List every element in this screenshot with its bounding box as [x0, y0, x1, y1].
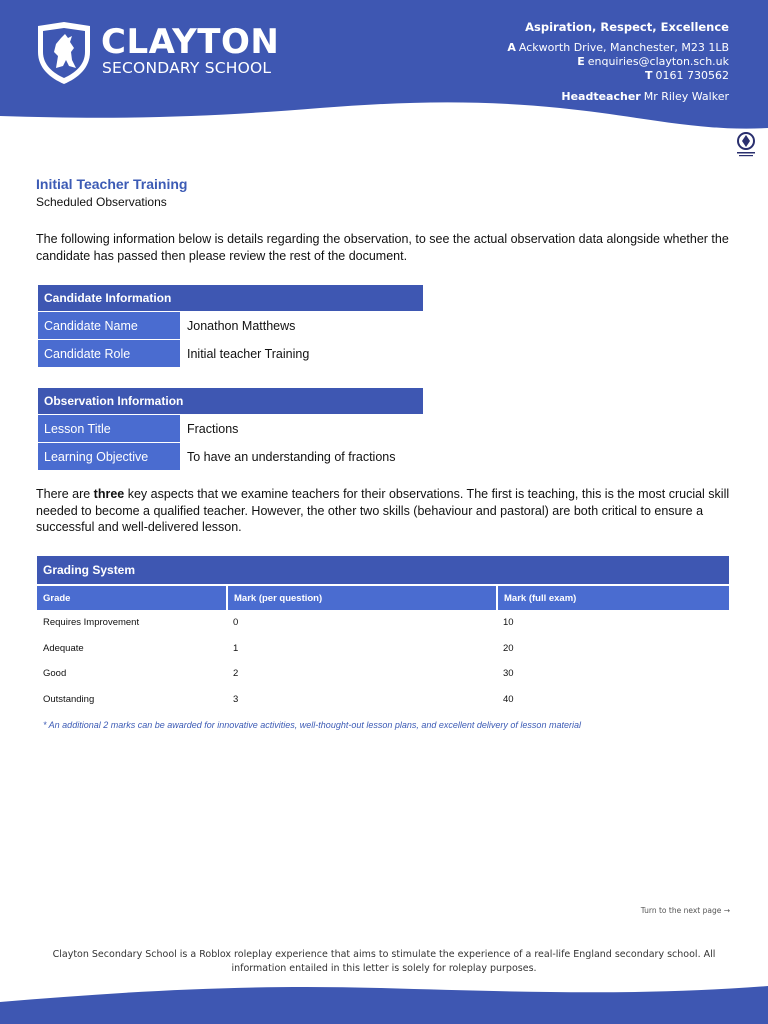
school-crest-icon [34, 22, 94, 84]
grading-footnote: * An additional 2 marks can be awarded for innovative activities, well-thought-out lesson plans, and excellent delivery of lesson material [43, 720, 581, 730]
lesson-title-value: Fractions [181, 415, 424, 443]
next-page-link[interactable]: Turn to the next page → [640, 906, 730, 915]
technology-college-badge-icon [734, 131, 758, 159]
document-title: Initial Teacher Training [36, 176, 188, 192]
school-motto: Aspiration, Respect, Excellence [525, 20, 729, 34]
grade-cell: Good [43, 668, 67, 680]
table-row [38, 340, 424, 368]
email-link[interactable]: enquiries@clayton.sch.uk [587, 55, 729, 68]
grade-cell: Outstanding [43, 693, 95, 705]
intro-paragraph: The following information below is details regarding the observation, to see the actual observation data alongside whether the candidate has passed then please review the rest of the document. [36, 232, 729, 263]
table-row [38, 443, 424, 471]
mark-per-question-cell: 1 [233, 642, 239, 654]
table-row [38, 312, 424, 340]
document-subtitle: Scheduled Observations [36, 195, 167, 209]
brand-name: CLAYTON [101, 22, 280, 62]
grading-system-table [37, 556, 729, 712]
table-row [38, 415, 424, 443]
column-header-mark-per-question: Mark (per question) [227, 585, 497, 610]
candidate-name-value: Jonathon Matthews [181, 312, 424, 340]
candidate-info-table [37, 284, 424, 368]
candidate-role-label: Candidate Role [38, 340, 181, 368]
observation-info-table [37, 387, 424, 471]
candidate-info-heading: Candidate Information [38, 285, 424, 312]
address-line: A Ackworth Drive, Manchester, M23 1LB [507, 41, 729, 54]
grade-cell: Adequate [43, 642, 84, 654]
candidate-name-label: Candidate Name [38, 312, 181, 340]
aspects-paragraph: There are three key aspects that we examine teachers for their observations. The first is teaching, this is the most crucial skill needed to become a qualified teacher. However, the other two skills (behaviour and pastoral) are both critical to ensure a successful and well-delivered lesson. [36, 487, 730, 534]
grading-heading: Grading System [37, 556, 729, 585]
aspects-count: three [93, 487, 125, 501]
mark-full-exam-cell: 30 [503, 668, 514, 680]
footer-banner [0, 964, 768, 1024]
grade-cell: Requires Improvement [43, 617, 140, 629]
table-row [37, 687, 729, 713]
candidate-role-value: Initial teacher Training [181, 340, 424, 368]
email-line: E enquiries@clayton.sch.uk [577, 55, 729, 68]
mark-per-question-cell: 2 [233, 668, 239, 680]
contact-block [507, 19, 729, 104]
mark-per-question-cell: 3 [233, 693, 239, 705]
table-row [37, 636, 729, 662]
disclaimer-text: Clayton Secondary School is a Roblox roleplay experience that aims to stimulate the experience of a real-life England secondary school. All information entailed in this letter is solely for roleplay purposes. [52, 949, 716, 974]
mark-full-exam-cell: 40 [503, 693, 514, 705]
mark-full-exam-cell: 20 [503, 642, 514, 654]
column-header-grade: Grade [37, 585, 227, 610]
mark-per-question-cell: 0 [233, 617, 239, 629]
table-row [37, 610, 729, 636]
brand-subtitle: SECONDARY SCHOOL [102, 59, 272, 77]
headteacher-line: Headteacher Mr Riley Walker [561, 90, 729, 103]
learning-objective-value: To have an understanding of fractions [181, 443, 424, 471]
column-header-mark-full-exam: Mark (full exam) [497, 585, 729, 610]
observation-info-heading: Observation Information [38, 388, 424, 415]
table-row [37, 661, 729, 687]
phone-line: T 0161 730562 [645, 69, 729, 82]
learning-objective-label: Learning Objective [38, 443, 181, 471]
mark-full-exam-cell: 10 [503, 617, 514, 629]
lesson-title-label: Lesson Title [38, 415, 181, 443]
